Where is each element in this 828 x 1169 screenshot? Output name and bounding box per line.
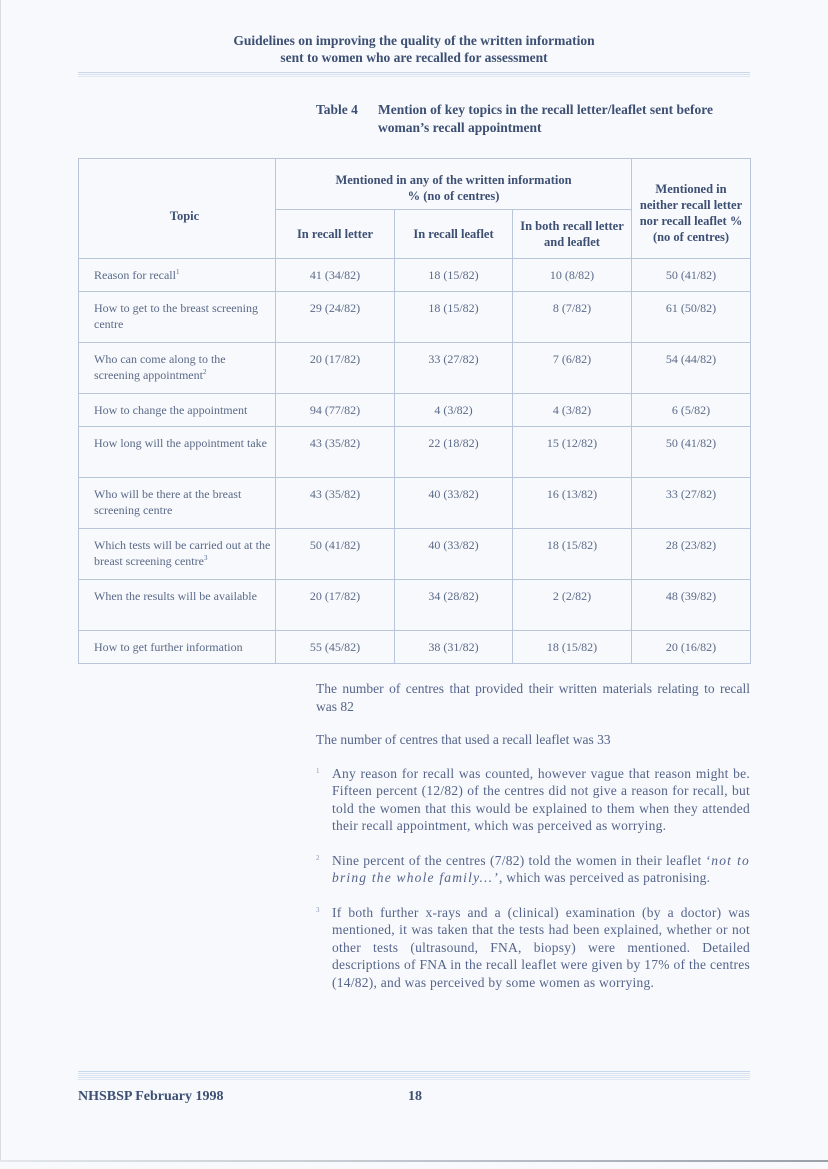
- cell-topic: [79, 529, 276, 580]
- page-edge-left: [0, 0, 1, 1160]
- cell-leaflet: 4 (3/82): [395, 394, 513, 427]
- note-centres-provided: The number of centres that provided their written materials relating to recall was 82: [316, 681, 750, 714]
- cell-both: 8 (7/82): [513, 292, 632, 343]
- note-centres-leaflet: The number of centres that used a recall leaflet was 33: [316, 732, 611, 747]
- cell-letter: 20 (17/82): [276, 580, 395, 631]
- header-topic: Topic: [79, 159, 276, 259]
- cell-both: 7 (6/82): [513, 343, 632, 394]
- cell-letter: 43 (35/82): [276, 478, 395, 529]
- table-row: [79, 631, 751, 664]
- topic-label: How to get further information: [94, 640, 243, 654]
- cell-neither: 54 (44/82): [632, 343, 751, 394]
- footnote-mark: 1: [316, 766, 320, 775]
- cell-letter: 41 (34/82): [276, 259, 395, 292]
- header-both: In both recall letter and leaflet: [513, 210, 632, 259]
- footer-rule: [78, 1071, 750, 1081]
- table-row: [79, 427, 751, 478]
- cell-leaflet: 40 (33/82): [395, 529, 513, 580]
- footnote-text-before: Nine percent of the centres (7/82) told the women in their leaflet: [332, 852, 706, 868]
- cell-topic: [79, 259, 276, 292]
- key-topics-table: [78, 158, 751, 664]
- footnote-ref: 1: [175, 268, 180, 276]
- footnote-ref: 3: [203, 554, 208, 562]
- table-row: [79, 478, 751, 529]
- footnote-text: [332, 852, 750, 887]
- footer-publication: NHSBSP February 1998: [78, 1089, 224, 1104]
- cell-neither: 61 (50/82): [632, 292, 751, 343]
- cell-neither: 33 (27/82): [632, 478, 751, 529]
- topic-label: Reason for recall: [94, 268, 176, 282]
- table-row: [79, 394, 751, 427]
- topic-label: Which tests will be carried out at the breast screening centre: [94, 538, 271, 568]
- footnote-2: [316, 852, 750, 887]
- cell-topic: [79, 631, 276, 664]
- cell-leaflet: 22 (18/82): [395, 427, 513, 478]
- cell-neither: 48 (39/82): [632, 580, 751, 631]
- cell-letter: 29 (24/82): [276, 292, 395, 343]
- topic-label: How to get to the breast screening centre: [94, 301, 258, 331]
- cell-neither: 20 (16/82): [632, 631, 751, 664]
- cell-letter: 55 (45/82): [276, 631, 395, 664]
- footnote-3: [316, 904, 750, 992]
- footnote-quote: ‘not to bring the whole family...’: [332, 852, 750, 885]
- topic-label: Who can come along to the screening appointment: [94, 352, 226, 382]
- footnote-mark: 2: [316, 853, 320, 862]
- header-row: [79, 159, 751, 210]
- topic-label: How long will the appointment take: [94, 436, 267, 450]
- cell-neither: 50 (41/82): [632, 427, 751, 478]
- table-title: Mention of key topics in the recall letter/leaflet sent before woman’s recall appointment: [378, 102, 714, 135]
- footnote-1: [316, 765, 750, 835]
- cell-topic: [79, 478, 276, 529]
- cell-topic: [79, 427, 276, 478]
- topic-label: When the results will be available: [94, 589, 257, 603]
- header-line-2: sent to women who are recalled for assessment: [280, 50, 548, 65]
- cell-leaflet: 18 (15/82): [395, 259, 513, 292]
- cell-letter: 43 (35/82): [276, 427, 395, 478]
- cell-leaflet: 18 (15/82): [395, 292, 513, 343]
- cell-both: 18 (15/82): [513, 631, 632, 664]
- cell-neither: 6 (5/82): [632, 394, 751, 427]
- cell-letter: 50 (41/82): [276, 529, 395, 580]
- header-leaflet: In recall leaflet: [395, 210, 513, 259]
- running-header: [0, 32, 828, 66]
- topic-label: Who will be there at the breast screening centre: [94, 487, 242, 517]
- cell-leaflet: 33 (27/82): [395, 343, 513, 394]
- footnote-text: Any reason for recall was counted, however vague that reason might be. Fifteen percent (12/82) of the centres did not give a reason for recall, but told the women that this would be explained to them when they attended their recall appointment, which was perceived as worrying.: [332, 765, 750, 833]
- cell-both: 10 (8/82): [513, 259, 632, 292]
- cell-both: 4 (3/82): [513, 394, 632, 427]
- header-neither: Mentioned in neither recall letter nor recall leaflet % (no of centres): [632, 159, 751, 259]
- cell-topic: [79, 292, 276, 343]
- header-letter: In recall letter: [276, 210, 395, 259]
- cell-neither: 50 (41/82): [632, 259, 751, 292]
- cell-leaflet: 38 (31/82): [395, 631, 513, 664]
- cell-neither: 28 (23/82): [632, 529, 751, 580]
- cell-topic: [79, 580, 276, 631]
- cell-topic: [79, 394, 276, 427]
- header-group-title: Mentioned in any of the written information: [335, 173, 572, 187]
- table-row: [79, 343, 751, 394]
- cell-topic: [79, 343, 276, 394]
- table-notes: [316, 680, 750, 1008]
- header-line-1: Guidelines on improving the quality of the written information: [233, 33, 595, 48]
- table-number: Table 4: [316, 102, 358, 117]
- table-caption: [316, 101, 746, 137]
- cell-leaflet: 40 (33/82): [395, 478, 513, 529]
- table-row: [79, 292, 751, 343]
- cell-both: 15 (12/82): [513, 427, 632, 478]
- topic-label: How to change the appointment: [94, 403, 248, 417]
- table-row: [79, 259, 751, 292]
- footnote-ref: 2: [202, 368, 207, 376]
- footnote-mark: 3: [316, 905, 320, 914]
- cell-both: 16 (13/82): [513, 478, 632, 529]
- footnote-text: If both further x-rays and a (clinical) examination (by a doctor) was mentioned, it was taken that the tests had been explained, whether or not other tests (ultrasound, FNA, biopsy) were mentioned. Detailed descriptions of FNA in the recall leaflet were given by 17% of the centres (14/82), and was perceived by some women as worrying.: [332, 904, 750, 990]
- header-group: [276, 159, 632, 210]
- header-rule: [78, 72, 750, 78]
- footnote-text-after: , which was perceived as patronising.: [498, 870, 711, 885]
- cell-letter: 94 (77/82): [276, 394, 395, 427]
- cell-letter: 20 (17/82): [276, 343, 395, 394]
- page-edge-bottom: [0, 1160, 828, 1162]
- cell-leaflet: 34 (28/82): [395, 580, 513, 631]
- page-number: 18: [408, 1089, 422, 1104]
- cell-both: 2 (2/82): [513, 580, 632, 631]
- table-row: [79, 529, 751, 580]
- table-row: [79, 580, 751, 631]
- cell-both: 18 (15/82): [513, 529, 632, 580]
- header-group-sub: % (no of centres): [407, 189, 500, 203]
